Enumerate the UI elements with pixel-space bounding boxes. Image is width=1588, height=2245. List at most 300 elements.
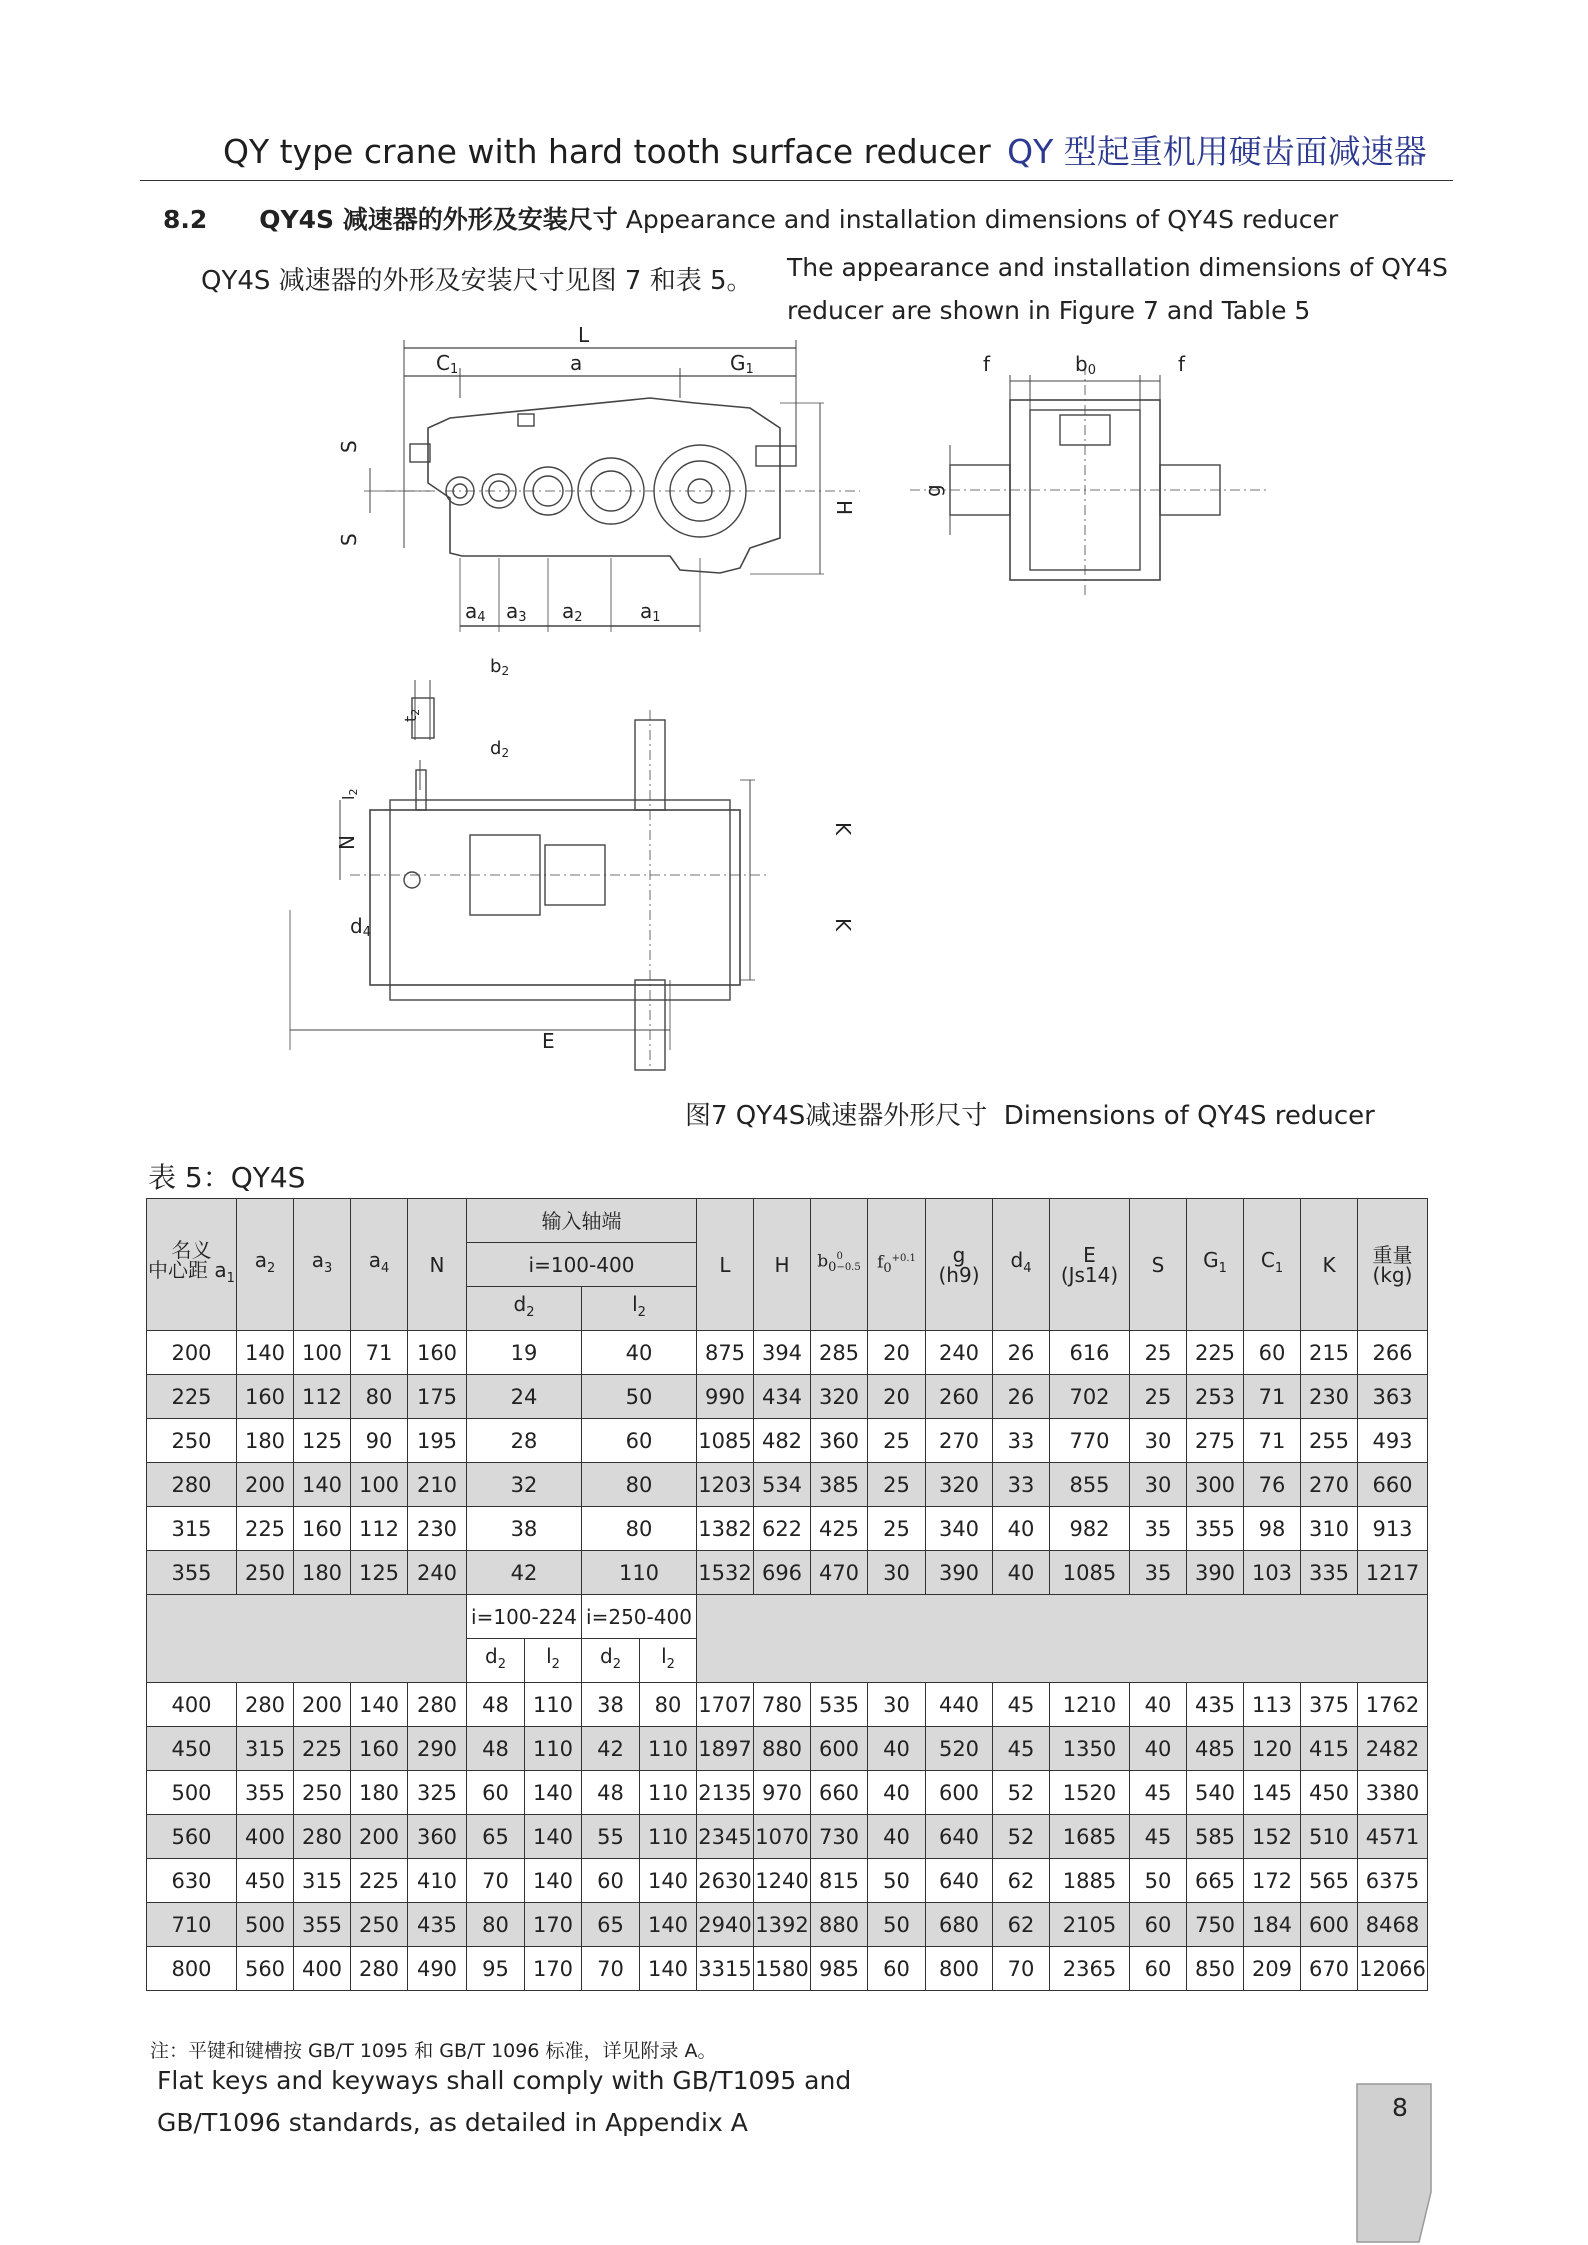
table-cell: 30 [1130, 1463, 1187, 1507]
table-cell: 19 [467, 1331, 582, 1375]
hdr-L: L [697, 1199, 754, 1331]
table-cell: 2630 [697, 1859, 754, 1903]
table-cell: 680 [926, 1903, 993, 1947]
table-cell: 560 [147, 1815, 237, 1859]
table-cell: 250 [237, 1551, 294, 1595]
note-cn: 注：平键和键槽按 GB/T 1095 和 GB/T 1096 标准，详见附录 A。 [150, 2040, 717, 2062]
table-cell: 38 [582, 1683, 640, 1727]
table-cell: 40 [868, 1771, 926, 1815]
table-row [147, 1419, 1428, 1463]
table-cell: 125 [351, 1551, 408, 1595]
table-cell: 160 [237, 1375, 294, 1419]
table-cell: 160 [294, 1507, 351, 1551]
svg-text:b2 [490, 656, 509, 678]
label-a1-sub: 1 [652, 610, 661, 625]
table-cell: 40 [993, 1551, 1050, 1595]
table-row [147, 1947, 1428, 1991]
table-cell: 780 [754, 1683, 811, 1727]
label-d4: d [350, 914, 363, 938]
svg-text:b0 [1075, 352, 1096, 378]
label-a4: a [465, 599, 478, 623]
table-cell: 696 [754, 1551, 811, 1595]
table-cell: 62 [993, 1903, 1050, 1947]
table-cell: 33 [993, 1463, 1050, 1507]
hdr-l2-b: $l_2$ [640, 1639, 697, 1683]
table-cell: 30 [868, 1551, 926, 1595]
table-cell: 40 [1130, 1683, 1187, 1727]
table-cell: 1382 [697, 1507, 754, 1551]
table-cell: 340 [926, 1507, 993, 1551]
table-cell: 800 [926, 1947, 993, 1991]
table-cell: 30 [1130, 1419, 1187, 1463]
table-cell: 355 [237, 1771, 294, 1815]
table-cell: 20 [868, 1331, 926, 1375]
table-cell: 2105 [1050, 1903, 1130, 1947]
table-cell: 50 [582, 1375, 697, 1419]
table-cell: 255 [1301, 1419, 1358, 1463]
hdr-K: K [1301, 1199, 1358, 1331]
label-L: L [578, 323, 590, 347]
table-cell: 60 [582, 1419, 697, 1463]
table-cell: 710 [147, 1903, 237, 1947]
table-cell: 815 [811, 1859, 868, 1903]
table-cell: 160 [351, 1727, 408, 1771]
hdr-weight: 重量 (kg) [1358, 1199, 1428, 1331]
svg-text:C1 [436, 351, 458, 377]
table-cell: 880 [811, 1903, 868, 1947]
table-cell: 40 [993, 1507, 1050, 1551]
table-cell: 200 [147, 1331, 237, 1375]
table-cell: 71 [1244, 1419, 1301, 1463]
table-cell: 60 [868, 1947, 926, 1991]
table-cell: 325 [408, 1771, 467, 1815]
table-cell: 175 [408, 1375, 467, 1419]
table-cell: 990 [697, 1375, 754, 1419]
label-E: E [542, 1029, 555, 1053]
table-cell: 110 [640, 1815, 697, 1859]
hdr-a2: $a_2$ [237, 1199, 294, 1331]
table-cell: 52 [993, 1815, 1050, 1859]
hdr-ratio-b: i=250-400 [582, 1595, 697, 1639]
table-title: 表 5：QY4S [148, 1161, 306, 1194]
table-cell: 2482 [1358, 1727, 1428, 1771]
label-l2-sub: 2 [347, 788, 360, 796]
table-cell: 38 [467, 1507, 582, 1551]
label-K-bottom: K [831, 918, 855, 932]
label-a1: a [640, 599, 653, 623]
table-cell: 100 [294, 1331, 351, 1375]
table-cell: 415 [1301, 1727, 1358, 1771]
table-cell: 482 [754, 1419, 811, 1463]
table-cell: 622 [754, 1507, 811, 1551]
table-cell: 25 [868, 1419, 926, 1463]
table-cell: 20 [868, 1375, 926, 1419]
label-K-top: K [831, 822, 855, 836]
table-cell: 230 [1301, 1375, 1358, 1419]
table-cell: 2345 [697, 1815, 754, 1859]
table-cell: 48 [582, 1771, 640, 1815]
label-f-left: f [983, 352, 991, 376]
table-cell: 913 [1358, 1507, 1428, 1551]
table-cell: 170 [525, 1903, 582, 1947]
table-cell: 12066 [1358, 1947, 1428, 1991]
table-cell: 982 [1050, 1507, 1130, 1551]
table-cell: 26 [993, 1331, 1050, 1375]
hdr-d2-b: $d_2$ [582, 1639, 640, 1683]
table-cell: 400 [237, 1815, 294, 1859]
table-cell: 113 [1244, 1683, 1301, 1727]
table-cell: 80 [467, 1903, 525, 1947]
table-cell: 24 [467, 1375, 582, 1419]
table-cell: 450 [1301, 1771, 1358, 1815]
hdr-H: H [754, 1199, 811, 1331]
table-cell: 110 [640, 1727, 697, 1771]
table-cell: 240 [926, 1331, 993, 1375]
table-cell: 1897 [697, 1727, 754, 1771]
header-title-en: QY type crane with hard tooth surface reducer [223, 132, 991, 171]
section-title-cn: QY4S 减速器的外形及安装尺寸 [259, 205, 618, 234]
table-cell: 140 [237, 1331, 294, 1375]
table-cell: 520 [926, 1727, 993, 1771]
table-cell: 140 [351, 1683, 408, 1727]
table-cell: 855 [1050, 1463, 1130, 1507]
table-cell: 640 [926, 1859, 993, 1903]
table-cell: 280 [237, 1683, 294, 1727]
table-row [147, 1859, 1428, 1903]
table-cell: 25 [868, 1507, 926, 1551]
table-cell: 565 [1301, 1859, 1358, 1903]
table-cell: 375 [1301, 1683, 1358, 1727]
dimension-table [146, 1198, 1428, 1991]
label-d2-sub: 2 [501, 746, 510, 760]
table-cell: 250 [294, 1771, 351, 1815]
table-cell: 180 [294, 1551, 351, 1595]
table-cell: 76 [1244, 1463, 1301, 1507]
table-cell: 25 [1130, 1331, 1187, 1375]
table-cell: 140 [640, 1947, 697, 1991]
table-cell: 110 [525, 1727, 582, 1771]
table-cell: 665 [1187, 1859, 1244, 1903]
table-cell: 45 [993, 1683, 1050, 1727]
table-cell: 6375 [1358, 1859, 1428, 1903]
table-cell: 500 [237, 1903, 294, 1947]
label-G1: G [730, 351, 746, 375]
table-cell: 270 [1301, 1463, 1358, 1507]
table-row [147, 1331, 1428, 1375]
table-cell: 140 [525, 1815, 582, 1859]
label-N: N [335, 835, 359, 850]
table-cell: 490 [408, 1947, 467, 1991]
table-cell: 600 [811, 1727, 868, 1771]
table-cell: 112 [351, 1507, 408, 1551]
label-t2: t [401, 715, 420, 722]
svg-text:l2 [339, 789, 360, 800]
table-cell: 195 [408, 1419, 467, 1463]
table-row [147, 1771, 1428, 1815]
table-cell: 80 [582, 1507, 697, 1551]
table-cell: 800 [147, 1947, 237, 1991]
label-g: g [921, 484, 945, 497]
hdr-d2-a: $d_2$ [467, 1639, 525, 1683]
table-cell: 300 [1187, 1463, 1244, 1507]
hdr-d2: $d_2$ [467, 1287, 582, 1331]
table-cell: 225 [237, 1507, 294, 1551]
table-cell: 390 [926, 1551, 993, 1595]
table-cell: 4571 [1358, 1815, 1428, 1859]
table-cell: 200 [237, 1463, 294, 1507]
hdr-d4: $d_4$ [993, 1199, 1050, 1331]
table-cell: 60 [1130, 1947, 1187, 1991]
svg-text:a3 [506, 599, 527, 625]
table-cell: 1707 [697, 1683, 754, 1727]
table-cell: 1520 [1050, 1771, 1130, 1815]
table-cell: 616 [1050, 1331, 1130, 1375]
label-a4-sub: 4 [477, 610, 486, 625]
caption-cn: 图7 QY4S减速器外形尺寸 [685, 1101, 988, 1131]
table-cell: 535 [811, 1683, 868, 1727]
table-cell: 65 [467, 1815, 525, 1859]
table-row [147, 1727, 1428, 1771]
table-cell: 266 [1358, 1331, 1428, 1375]
hdr-input-shaft: 输入轴端 [467, 1199, 697, 1243]
table-cell: 215 [1301, 1331, 1358, 1375]
table-cell: 450 [147, 1727, 237, 1771]
label-S-bottom: S [337, 533, 361, 546]
table-cell: 70 [582, 1947, 640, 1991]
table-cell: 112 [294, 1375, 351, 1419]
table-cell: 200 [351, 1815, 408, 1859]
table-cell: 140 [294, 1463, 351, 1507]
table-cell: 400 [147, 1683, 237, 1727]
table-cell: 985 [811, 1947, 868, 1991]
label-b2-sub: 2 [501, 664, 510, 678]
svg-text:t2 [401, 709, 422, 722]
note-en: Flat keys and keyways shall comply with GB/T1095 and GB/T1096 standards, as detailed in Appendix A [157, 2066, 852, 2137]
table-row [147, 1551, 1428, 1595]
hdr-E: E (Js14) [1050, 1199, 1130, 1331]
top-view-drawing [330, 650, 870, 1070]
table-row [147, 1903, 1428, 1947]
table-cell: 3380 [1358, 1771, 1428, 1815]
table-cell: 880 [754, 1727, 811, 1771]
label-b0-sub: 0 [1087, 363, 1096, 378]
label-a2-sub: 2 [574, 610, 583, 625]
table-cell: 145 [1244, 1771, 1301, 1815]
mid-header-blank-right [697, 1595, 1428, 1683]
table-cell: 534 [754, 1463, 811, 1507]
table-cell: 280 [294, 1815, 351, 1859]
label-a3: a [506, 599, 519, 623]
table-cell: 315 [147, 1507, 237, 1551]
table-cell: 1240 [754, 1859, 811, 1903]
table-cell: 285 [811, 1331, 868, 1375]
table-cell: 493 [1358, 1419, 1428, 1463]
table-cell: 1210 [1050, 1683, 1130, 1727]
table-cell: 1580 [754, 1947, 811, 1991]
svg-text:d4 [350, 914, 371, 940]
table-cell: 315 [294, 1859, 351, 1903]
table-cell: 280 [147, 1463, 237, 1507]
table-cell: 400 [294, 1947, 351, 1991]
label-C1-sub: 1 [449, 362, 459, 377]
table-cell: 180 [237, 1419, 294, 1463]
table-row [147, 1375, 1428, 1419]
table-cell: 1217 [1358, 1551, 1428, 1595]
table-cell: 260 [926, 1375, 993, 1419]
table-cell: 310 [1301, 1507, 1358, 1551]
table-cell: 98 [1244, 1507, 1301, 1551]
hdr-C1: $C_1$ [1244, 1199, 1301, 1331]
table-cell: 2135 [697, 1771, 754, 1815]
table-cell: 200 [294, 1683, 351, 1727]
table-cell: 434 [754, 1375, 811, 1419]
table-cell: 80 [351, 1375, 408, 1419]
hdr-l2-a: $l_2$ [525, 1639, 582, 1683]
table-cell: 435 [1187, 1683, 1244, 1727]
table-cell: 385 [811, 1463, 868, 1507]
table-cell: 660 [811, 1771, 868, 1815]
table-cell: 875 [697, 1331, 754, 1375]
label-d4-sub: 4 [362, 925, 371, 940]
table-cell: 110 [582, 1551, 697, 1595]
table-cell: 25 [1130, 1375, 1187, 1419]
table-cell: 250 [351, 1903, 408, 1947]
table-cell: 184 [1244, 1903, 1301, 1947]
table-cell: 1685 [1050, 1815, 1130, 1859]
table-cell: 110 [640, 1771, 697, 1815]
table-cell: 280 [351, 1947, 408, 1991]
table-cell: 225 [294, 1727, 351, 1771]
hdr-l2: $l_2$ [582, 1287, 697, 1331]
header-rule [140, 180, 1453, 181]
table-cell: 71 [1244, 1375, 1301, 1419]
table-cell: 360 [811, 1419, 868, 1463]
table-cell: 275 [1187, 1419, 1244, 1463]
table-cell: 45 [1130, 1815, 1187, 1859]
table-cell: 48 [467, 1727, 525, 1771]
table-cell: 50 [868, 1859, 926, 1903]
label-a3-sub: 3 [518, 610, 527, 625]
table-cell: 355 [1187, 1507, 1244, 1551]
hdr-a4: $a_4$ [351, 1199, 408, 1331]
label-H: H [832, 500, 856, 516]
label-C1: C [436, 351, 450, 375]
table-cell: 630 [147, 1859, 237, 1903]
table-cell: 730 [811, 1815, 868, 1859]
table-cell: 70 [993, 1947, 1050, 1991]
table-cell: 170 [525, 1947, 582, 1991]
table-cell: 702 [1050, 1375, 1130, 1419]
table-cell: 125 [294, 1419, 351, 1463]
hdr-center-distance: 名义 中心距 $a_1$ [147, 1199, 237, 1331]
table-cell: 1392 [754, 1903, 811, 1947]
table-cell: 42 [467, 1551, 582, 1595]
svg-text:a2 [562, 599, 583, 625]
table-cell: 50 [1130, 1859, 1187, 1903]
table-cell: 71 [351, 1331, 408, 1375]
table-cell: 40 [1130, 1727, 1187, 1771]
hdr-ratio-a: i=100-224 [467, 1595, 582, 1639]
table-cell: 435 [408, 1903, 467, 1947]
table-cell: 60 [467, 1771, 525, 1815]
table-cell: 1070 [754, 1815, 811, 1859]
hdr-N: N [408, 1199, 467, 1331]
hdr-a3: $a_3$ [294, 1199, 351, 1331]
table-cell: 33 [993, 1419, 1050, 1463]
table-cell: 1203 [697, 1463, 754, 1507]
table-cell: 120 [1244, 1727, 1301, 1771]
side-view-drawing [910, 345, 1270, 595]
table-cell: 90 [351, 1419, 408, 1463]
front-view-drawing [337, 318, 860, 648]
table-cell: 140 [525, 1771, 582, 1815]
table-cell: 8468 [1358, 1903, 1428, 1947]
mid-header-blank [147, 1595, 467, 1683]
intro-cn: QY4S 减速器的外形及安装尺寸见图 7 和表 5。 [201, 266, 753, 296]
label-l2: l [339, 795, 358, 800]
table-cell: 560 [237, 1947, 294, 1991]
table-cell: 363 [1358, 1375, 1428, 1419]
section-heading [163, 200, 1338, 236]
label-a2: a [562, 599, 575, 623]
table-cell: 62 [993, 1859, 1050, 1903]
table-cell: 485 [1187, 1727, 1244, 1771]
table-cell: 250 [147, 1419, 237, 1463]
table-cell: 35 [1130, 1551, 1187, 1595]
table-cell: 45 [993, 1727, 1050, 1771]
table-cell: 100 [351, 1463, 408, 1507]
table-cell: 1085 [1050, 1551, 1130, 1595]
svg-text:a1 [640, 599, 661, 625]
table-cell: 500 [147, 1771, 237, 1815]
table-cell: 280 [408, 1683, 467, 1727]
page-header [223, 126, 1427, 173]
table-cell: 770 [1050, 1419, 1130, 1463]
table-cell: 95 [467, 1947, 525, 1991]
table-cell: 320 [811, 1375, 868, 1419]
header-title-cn: QY 型起重机用硬齿面减速器 [1007, 132, 1427, 171]
table-cell: 110 [525, 1683, 582, 1727]
table-cell: 440 [926, 1683, 993, 1727]
svg-text:a4 [465, 599, 486, 625]
table-cell: 28 [467, 1419, 582, 1463]
table-cell: 30 [868, 1683, 926, 1727]
table-cell: 660 [1358, 1463, 1428, 1507]
table-cell: 355 [147, 1551, 237, 1595]
table-cell: 225 [147, 1375, 237, 1419]
table-cell: 140 [640, 1859, 697, 1903]
table-cell: 42 [582, 1727, 640, 1771]
hdr-S: S [1130, 1199, 1187, 1331]
table-cell: 1350 [1050, 1727, 1130, 1771]
table-cell: 80 [640, 1683, 697, 1727]
table-row [147, 1815, 1428, 1859]
table-cell: 410 [408, 1859, 467, 1903]
table-cell: 40 [868, 1727, 926, 1771]
table-cell: 670 [1301, 1947, 1358, 1991]
table-cell: 172 [1244, 1859, 1301, 1903]
label-d2: d [490, 738, 502, 759]
table-cell: 320 [926, 1463, 993, 1507]
label-f-right: f [1178, 352, 1186, 376]
table-cell: 103 [1244, 1551, 1301, 1595]
table-cell: 60 [1244, 1331, 1301, 1375]
label-G1-sub: 1 [745, 362, 754, 377]
table-cell: 35 [1130, 1507, 1187, 1551]
table-cell: 335 [1301, 1551, 1358, 1595]
table-cell: 540 [1187, 1771, 1244, 1815]
table-cell: 640 [926, 1815, 993, 1859]
